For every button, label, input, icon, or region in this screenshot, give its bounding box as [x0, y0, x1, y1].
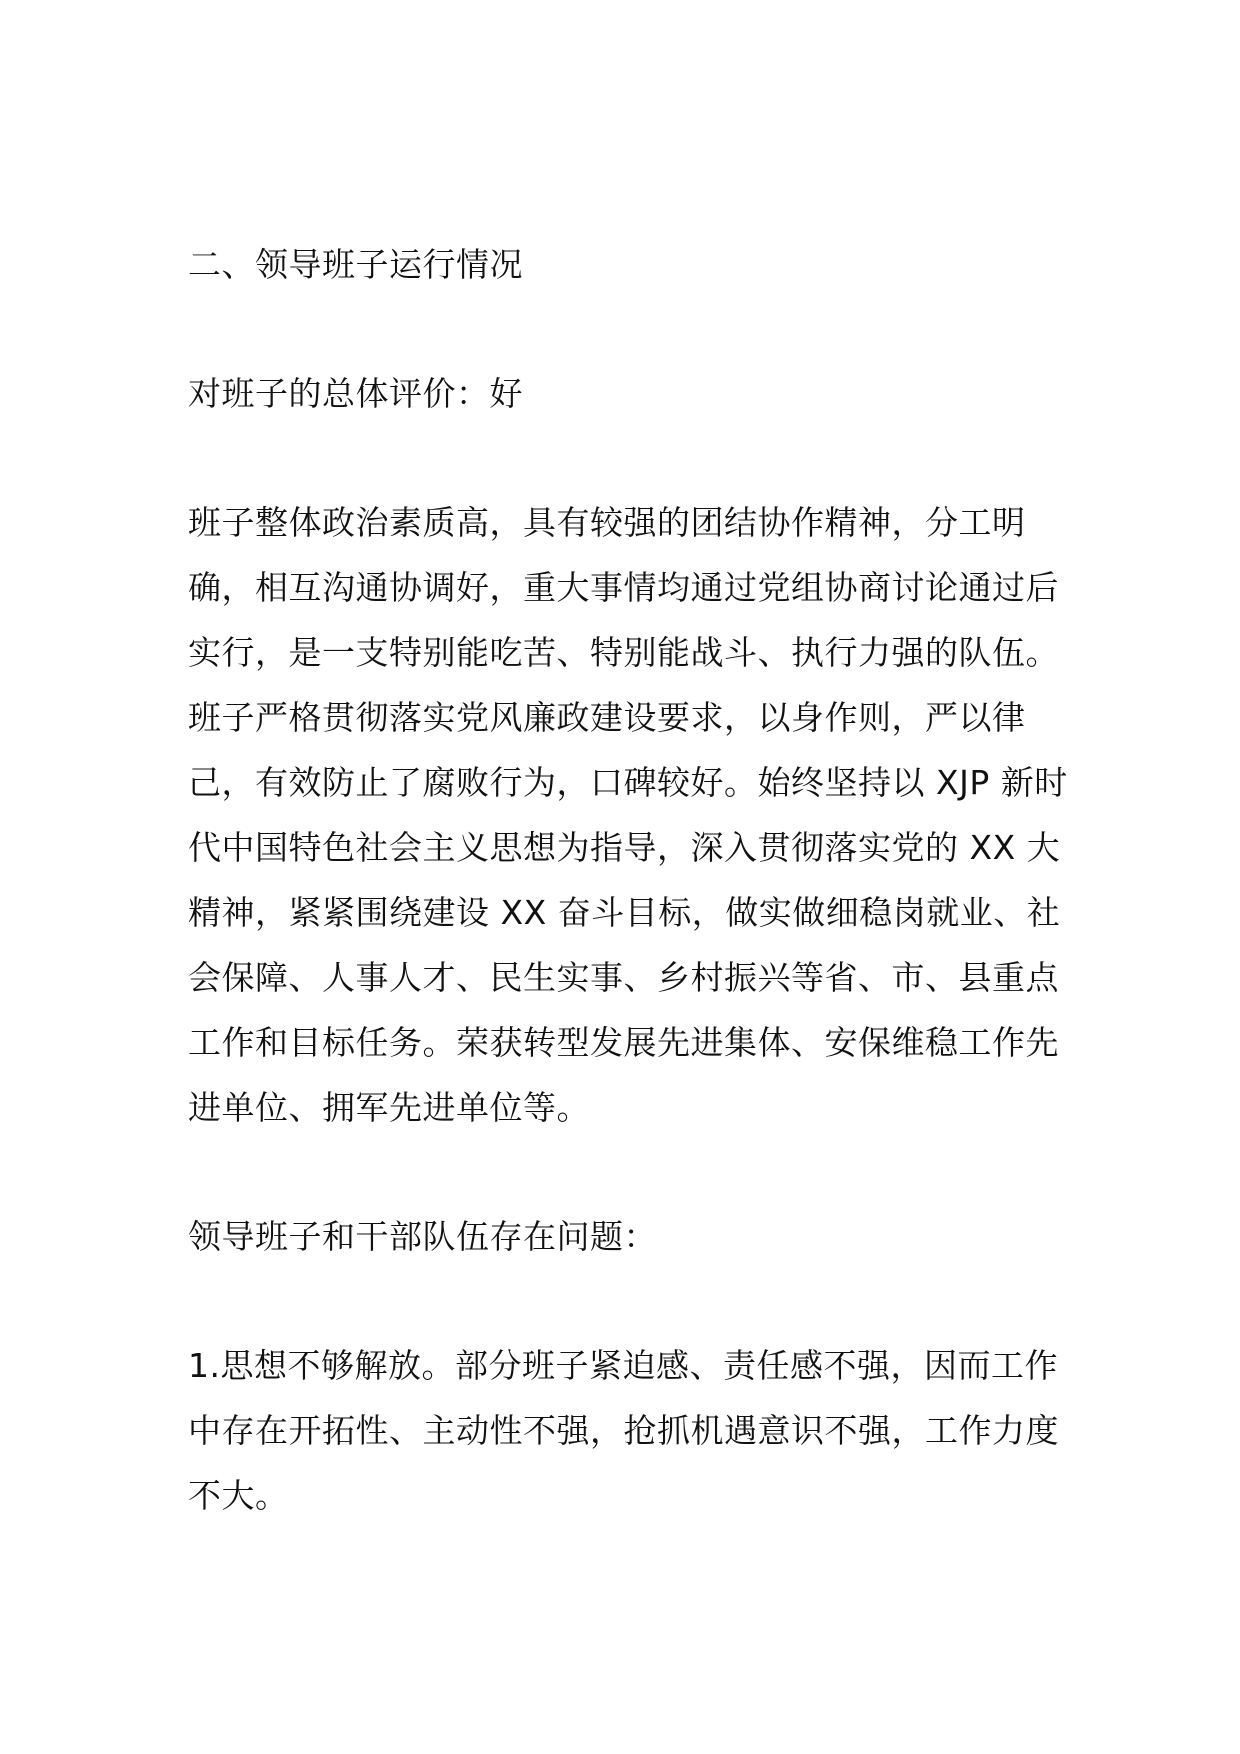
- evaluation-paragraph: 班子整体政治素质高，具有较强的团结协作精神，分工明确，相互沟通协调好，重大事情均通过党组协商讨论通过后实行，是一支特别能吃苦、特别能战斗、执行力强的队伍。班子严格贯彻落实党风廉政建设要求，以身作则，严以律己，有效防止了腐败行为，口碑较好。始终坚持以 XJP 新时代中国特色社会主义思想为指导，深入贯彻落实党的 XX 大精神，紧紧围绕建设 XX 奋斗目标，做实做细稳岗就业、社会保障、人事人才、民生实事、乡村振兴等省、市、县重点工作和目标任务。荣获转型发展先进集体、安保维稳工作先进单位、拥军先进单位等。: [188, 503, 1068, 1127]
- problem-item-1: 1.思想不够解放。部分班子紧迫感、责任感不强，因而工作中存在开拓性、主动性不强，抢抓机遇意识不强，工作力度不大。: [188, 1346, 1059, 1515]
- document-body: [188, 232, 1068, 1592]
- overall-evaluation: 对班子的总体评价：好: [188, 374, 523, 413]
- problems-heading: 领导班子和干部队伍存在问题：: [188, 1217, 657, 1256]
- section-heading: 二、领导班子运行情况: [188, 245, 523, 284]
